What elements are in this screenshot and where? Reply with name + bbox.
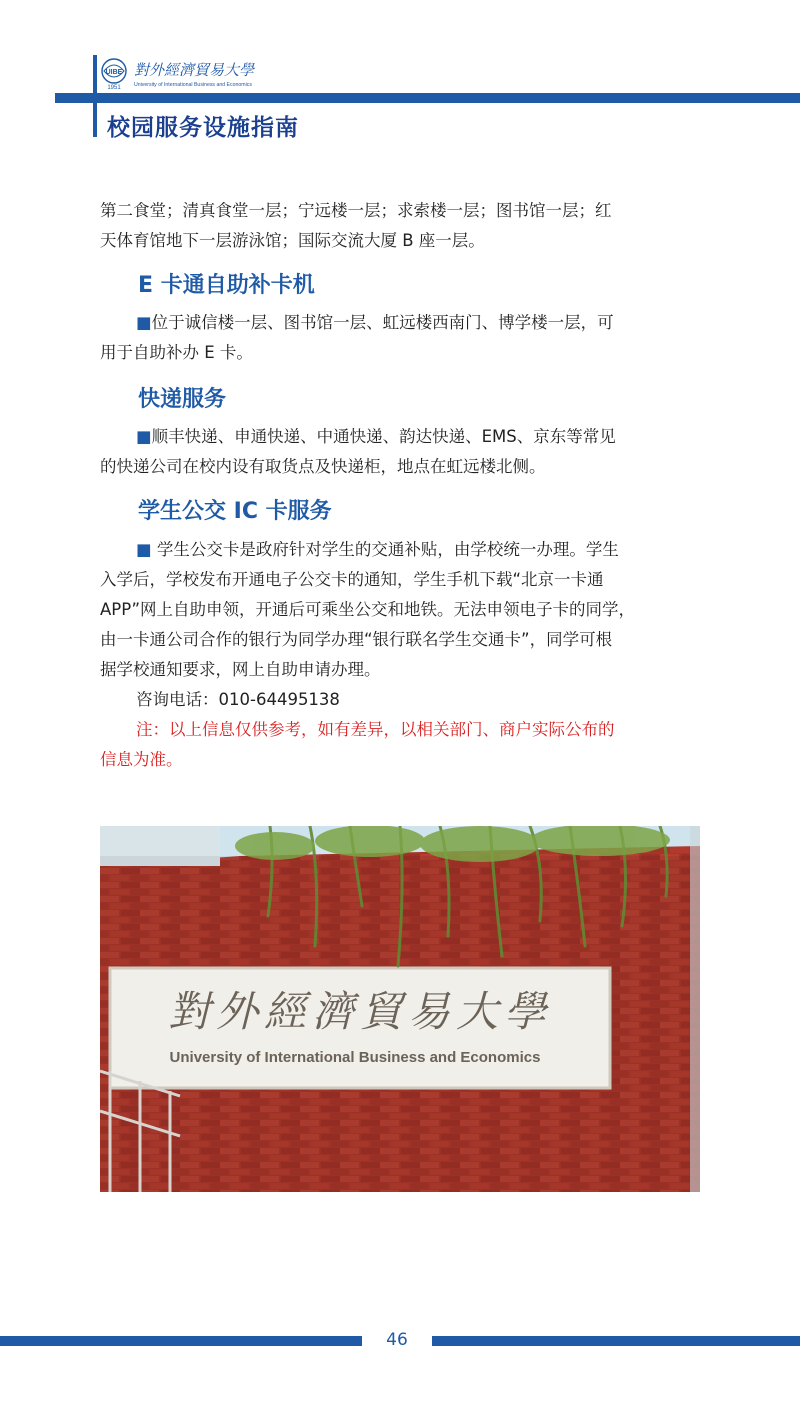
buscard-heading: 学生公交 IC 卡服务 (138, 499, 332, 524)
footer-bar-left (0, 1336, 362, 1346)
note-line: 注：以上信息仅供参考，如有差异，以相关部门、商户实际公布的 (136, 720, 615, 739)
intro-line: 第二食堂；清真食堂一层；宁远楼一层；求索楼一层；图书馆一层；红 (100, 201, 612, 220)
bullet-square: ■ (136, 313, 152, 332)
university-logo (100, 55, 300, 91)
ecard-paragraph (100, 308, 700, 368)
intro-paragraph (100, 196, 700, 256)
svg-text:UIBE: UIBE (105, 69, 123, 76)
ecard-line: 用于自助补办 E 卡。 (100, 343, 253, 362)
buscard-paragraph (100, 535, 700, 775)
sign-english-name: University of International Business and Economics (169, 1049, 541, 1066)
ecard-line: 位于诚信楼一层、图书馆一层、虹远楼西南门、博学楼一层，可 (151, 313, 614, 332)
footer-bar-right (432, 1336, 800, 1346)
buscard-line: APP”网上自助申领，开通后可乘坐公交和地铁。无法申领电子卡的同学， (100, 600, 636, 619)
intro-line: 天体育馆地下一层游泳馆；国际交流大厦 B 座一层。 (100, 231, 485, 250)
express-paragraph (100, 422, 700, 482)
note (100, 715, 700, 775)
ecard-heading: E 卡通自助补卡机 (138, 273, 315, 298)
buscard-line: 据学校通知要求，网上自助申请办理。 (100, 660, 381, 679)
bullet-square: ■ (136, 427, 152, 446)
logo-english-name: University of International Business and Economics (134, 82, 252, 88)
header-bar (55, 93, 800, 103)
page-number: 46 (386, 1330, 408, 1350)
buscard-line: 入学后，学校发布开通电子公交卡的通知，学生手机下载“北京一卡通 (100, 570, 604, 589)
campus-sign-photo (100, 826, 700, 1192)
bullet-square: ■ (136, 540, 152, 559)
section-title: 校园服务设施指南 (107, 115, 299, 141)
express-line: 的快递公司在校内设有取货点及快递柜，地点在虹远楼北侧。 (100, 457, 546, 476)
logo-year: 1951 (107, 85, 121, 91)
logo-chinese-name: 對外經濟貿易大學 (134, 61, 255, 79)
buscard-line: 由一卡通公司合作的银行为同学办理“银行联名学生交通卡”，同学可根 (100, 630, 613, 649)
express-heading: 快递服务 (138, 387, 227, 412)
buscard-line: 学生公交卡是政府针对学生的交通补贴，由学校统一办理。学生 (151, 540, 619, 559)
consult-phone: 咨询电话：010-64495138 (136, 690, 340, 709)
sign-chinese-name: 對外經濟貿易大學 (167, 987, 553, 1036)
note-line: 信息为准。 (100, 750, 183, 769)
express-line: 顺丰快递、申通快递、中通快递、韵达快递、EMS、京东等常见 (151, 427, 616, 446)
